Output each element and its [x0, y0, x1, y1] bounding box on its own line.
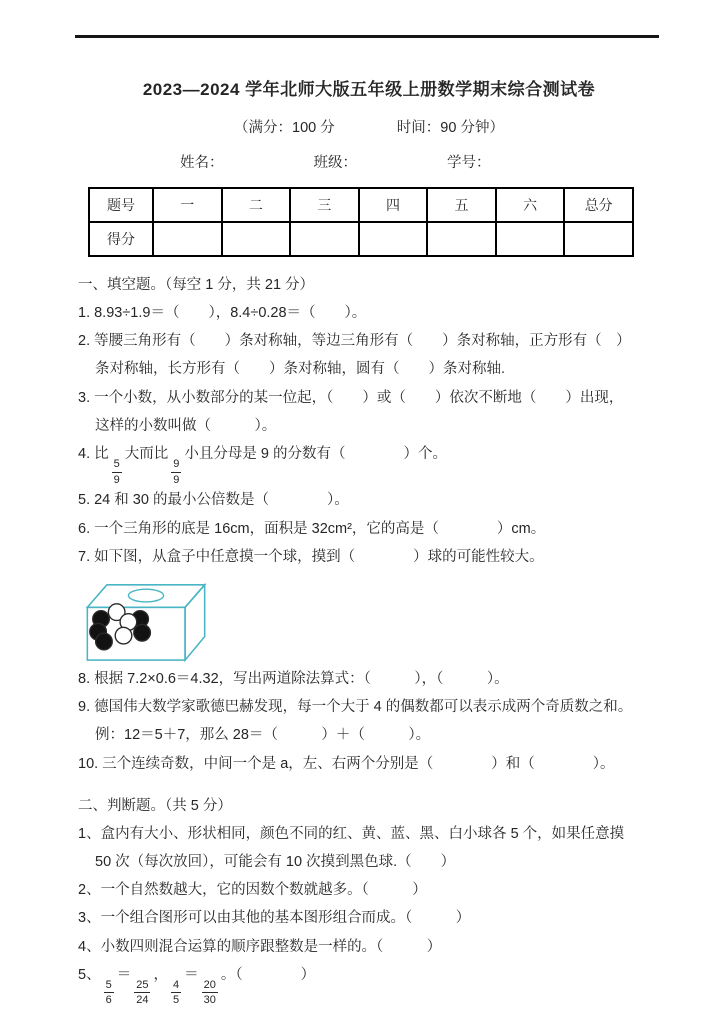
- s1-question-7: 7. 如下图，从盒子中任意摸一个球，摸到（ ）球的可能性较大。: [78, 548, 544, 565]
- s1-q4-text: 小且分母是 9 的分数有（ ）个。: [184, 446, 447, 463]
- box-top-hole: [128, 589, 163, 602]
- fraction-5-9: $\frac{5}{9}$: [113, 458, 120, 486]
- score-table-cell: 一: [153, 188, 222, 222]
- s2-question-4: 4、小数四则混合运算的顺序跟整数是一样的。（ ）: [78, 938, 442, 955]
- black-ball: [134, 624, 151, 641]
- s1-question-3: [78, 384, 660, 440]
- fraction-4-5: $\frac{4}{5}$: [172, 978, 180, 1007]
- score-table-cell: 五: [427, 188, 496, 222]
- fraction-20-30: $\frac{20}{30}$: [203, 978, 216, 1007]
- s2-question-5: [78, 961, 660, 1007]
- score-cell-empty: [496, 222, 565, 256]
- s1-q3-line2: 这样的小数叫做（ ）。: [95, 417, 277, 434]
- s1-question-9: [78, 693, 660, 749]
- score-table-cell: 六: [496, 188, 565, 222]
- s1-q2-line1: 2. 等腰三角形有（ ）条对称轴，等边三角形有（ ）条对称轴，正方形有（ ）: [78, 333, 631, 350]
- s2-q5-comma: ，: [153, 966, 168, 983]
- fraction-25-24: $\frac{25}{24}$: [136, 978, 149, 1007]
- s2-q1-line1: 1、盒内有大小、形状相同，颜色不同的红、黄、蓝、黑、白小球各 5 个，如果任意摸: [78, 825, 625, 842]
- score-cell-empty: [290, 222, 359, 256]
- s1-q2-line2: 条对称轴，长方形有（ ）条对称轴，圆有（ ）条对称轴.: [95, 361, 506, 378]
- box-right-face: [185, 585, 205, 660]
- paper-title: 2023—2024 学年北师大版五年级上册数学期末综合测试卷: [142, 80, 596, 99]
- score-cell-empty: [222, 222, 291, 256]
- s2-q1-line2: 50 次（每次放回），可能会有 10 次摸到黑色球.（ ）: [95, 853, 456, 870]
- student-info-line: [78, 152, 660, 174]
- score-row-label: 得分: [89, 222, 153, 256]
- s1-question-4: [78, 440, 660, 486]
- section2-heading: 二、判断题。（共 5 分）: [78, 797, 232, 814]
- score-table: [88, 187, 634, 257]
- section1-heading: 一、填空题。（每空 1 分，共 21 分）: [78, 277, 315, 293]
- full-score-label: （满分：100 分: [234, 120, 335, 136]
- s2-question-1: [78, 820, 660, 876]
- top-rule-divider: [75, 35, 659, 38]
- s1-q9-line2: 例：12＝5＋7，那么 28＝（ ）＋（ ）。: [95, 727, 431, 744]
- s2-q5-eq: ＝: [116, 966, 132, 983]
- score-table-score-row: [89, 222, 633, 256]
- s1-question-10: 10. 三个连续奇数，中间一个是 a，左、右两个分别是（ ）和（ ）。: [78, 755, 615, 772]
- score-table-cell: 四: [359, 188, 428, 222]
- s1-q4-text: 4. 比: [78, 446, 109, 463]
- exam-info-line: [78, 117, 660, 139]
- student-id-field-label: 学号：: [447, 155, 491, 171]
- score-table-header-row: [89, 188, 633, 222]
- ball-box-figure: [80, 576, 660, 664]
- s2-q5-tail: 。（ ）: [220, 966, 316, 983]
- score-cell-empty: [564, 222, 633, 256]
- score-table-cell: 题号: [89, 188, 153, 222]
- score-cell-empty: [359, 222, 428, 256]
- s1-q9-line1: 9. 德国伟大数学家歌德巴赫发现，每一个大于 4 的偶数都可以表示成两个奇质数之和。: [78, 699, 633, 716]
- s1-question-8: 8. 根据 7.2×0.6＝4.32，写出两道除法算式：（ ），（ ）。: [78, 670, 509, 687]
- ball-box-drawing: [80, 576, 212, 664]
- score-table-cell: 二: [222, 188, 291, 222]
- name-field-label: 姓名：: [180, 155, 224, 171]
- time-limit-label: 时间：90 分钟）: [396, 120, 504, 136]
- fraction-9-9: $\frac{9}{9}$: [173, 458, 180, 486]
- white-ball: [115, 627, 132, 644]
- score-cell-empty: [153, 222, 222, 256]
- fraction-5-6: $\frac{5}{6}$: [105, 978, 112, 1007]
- score-table-cell: 三: [290, 188, 359, 222]
- s1-question-1: 1. 8.93÷1.9＝（ ），8.4÷0.28＝（ ）。: [78, 305, 367, 321]
- score-table-cell: 总分: [564, 188, 633, 222]
- s1-q4-text: 大而比: [124, 446, 169, 463]
- s1-question-6: 6. 一个三角形的底是 16cm，面积是 32cm²，它的高是（ ）cm。: [78, 520, 546, 537]
- s1-q3-line1: 3. 一个小数，从小数部分的某一位起，（ ）或（ ）依次不断地（ ）出现，: [78, 389, 624, 406]
- s2-question-3: 3、一个组合图形可以由其他的基本图形组合而成。（ ）: [78, 910, 471, 927]
- black-ball: [96, 633, 113, 650]
- score-cell-empty: [427, 222, 496, 256]
- s2-q5-eq: ＝: [184, 966, 199, 983]
- s1-question-2: [78, 327, 660, 383]
- class-field-label: 班级：: [313, 155, 357, 171]
- s2-question-2: 2、一个自然数越大，它的因数个数就越多。（ ）: [78, 882, 427, 899]
- s2-q5-label: 5、: [78, 966, 101, 983]
- s1-question-5: 5. 24 和 30 的最小公倍数是（ ）。: [78, 492, 349, 509]
- balls-group: [90, 604, 151, 650]
